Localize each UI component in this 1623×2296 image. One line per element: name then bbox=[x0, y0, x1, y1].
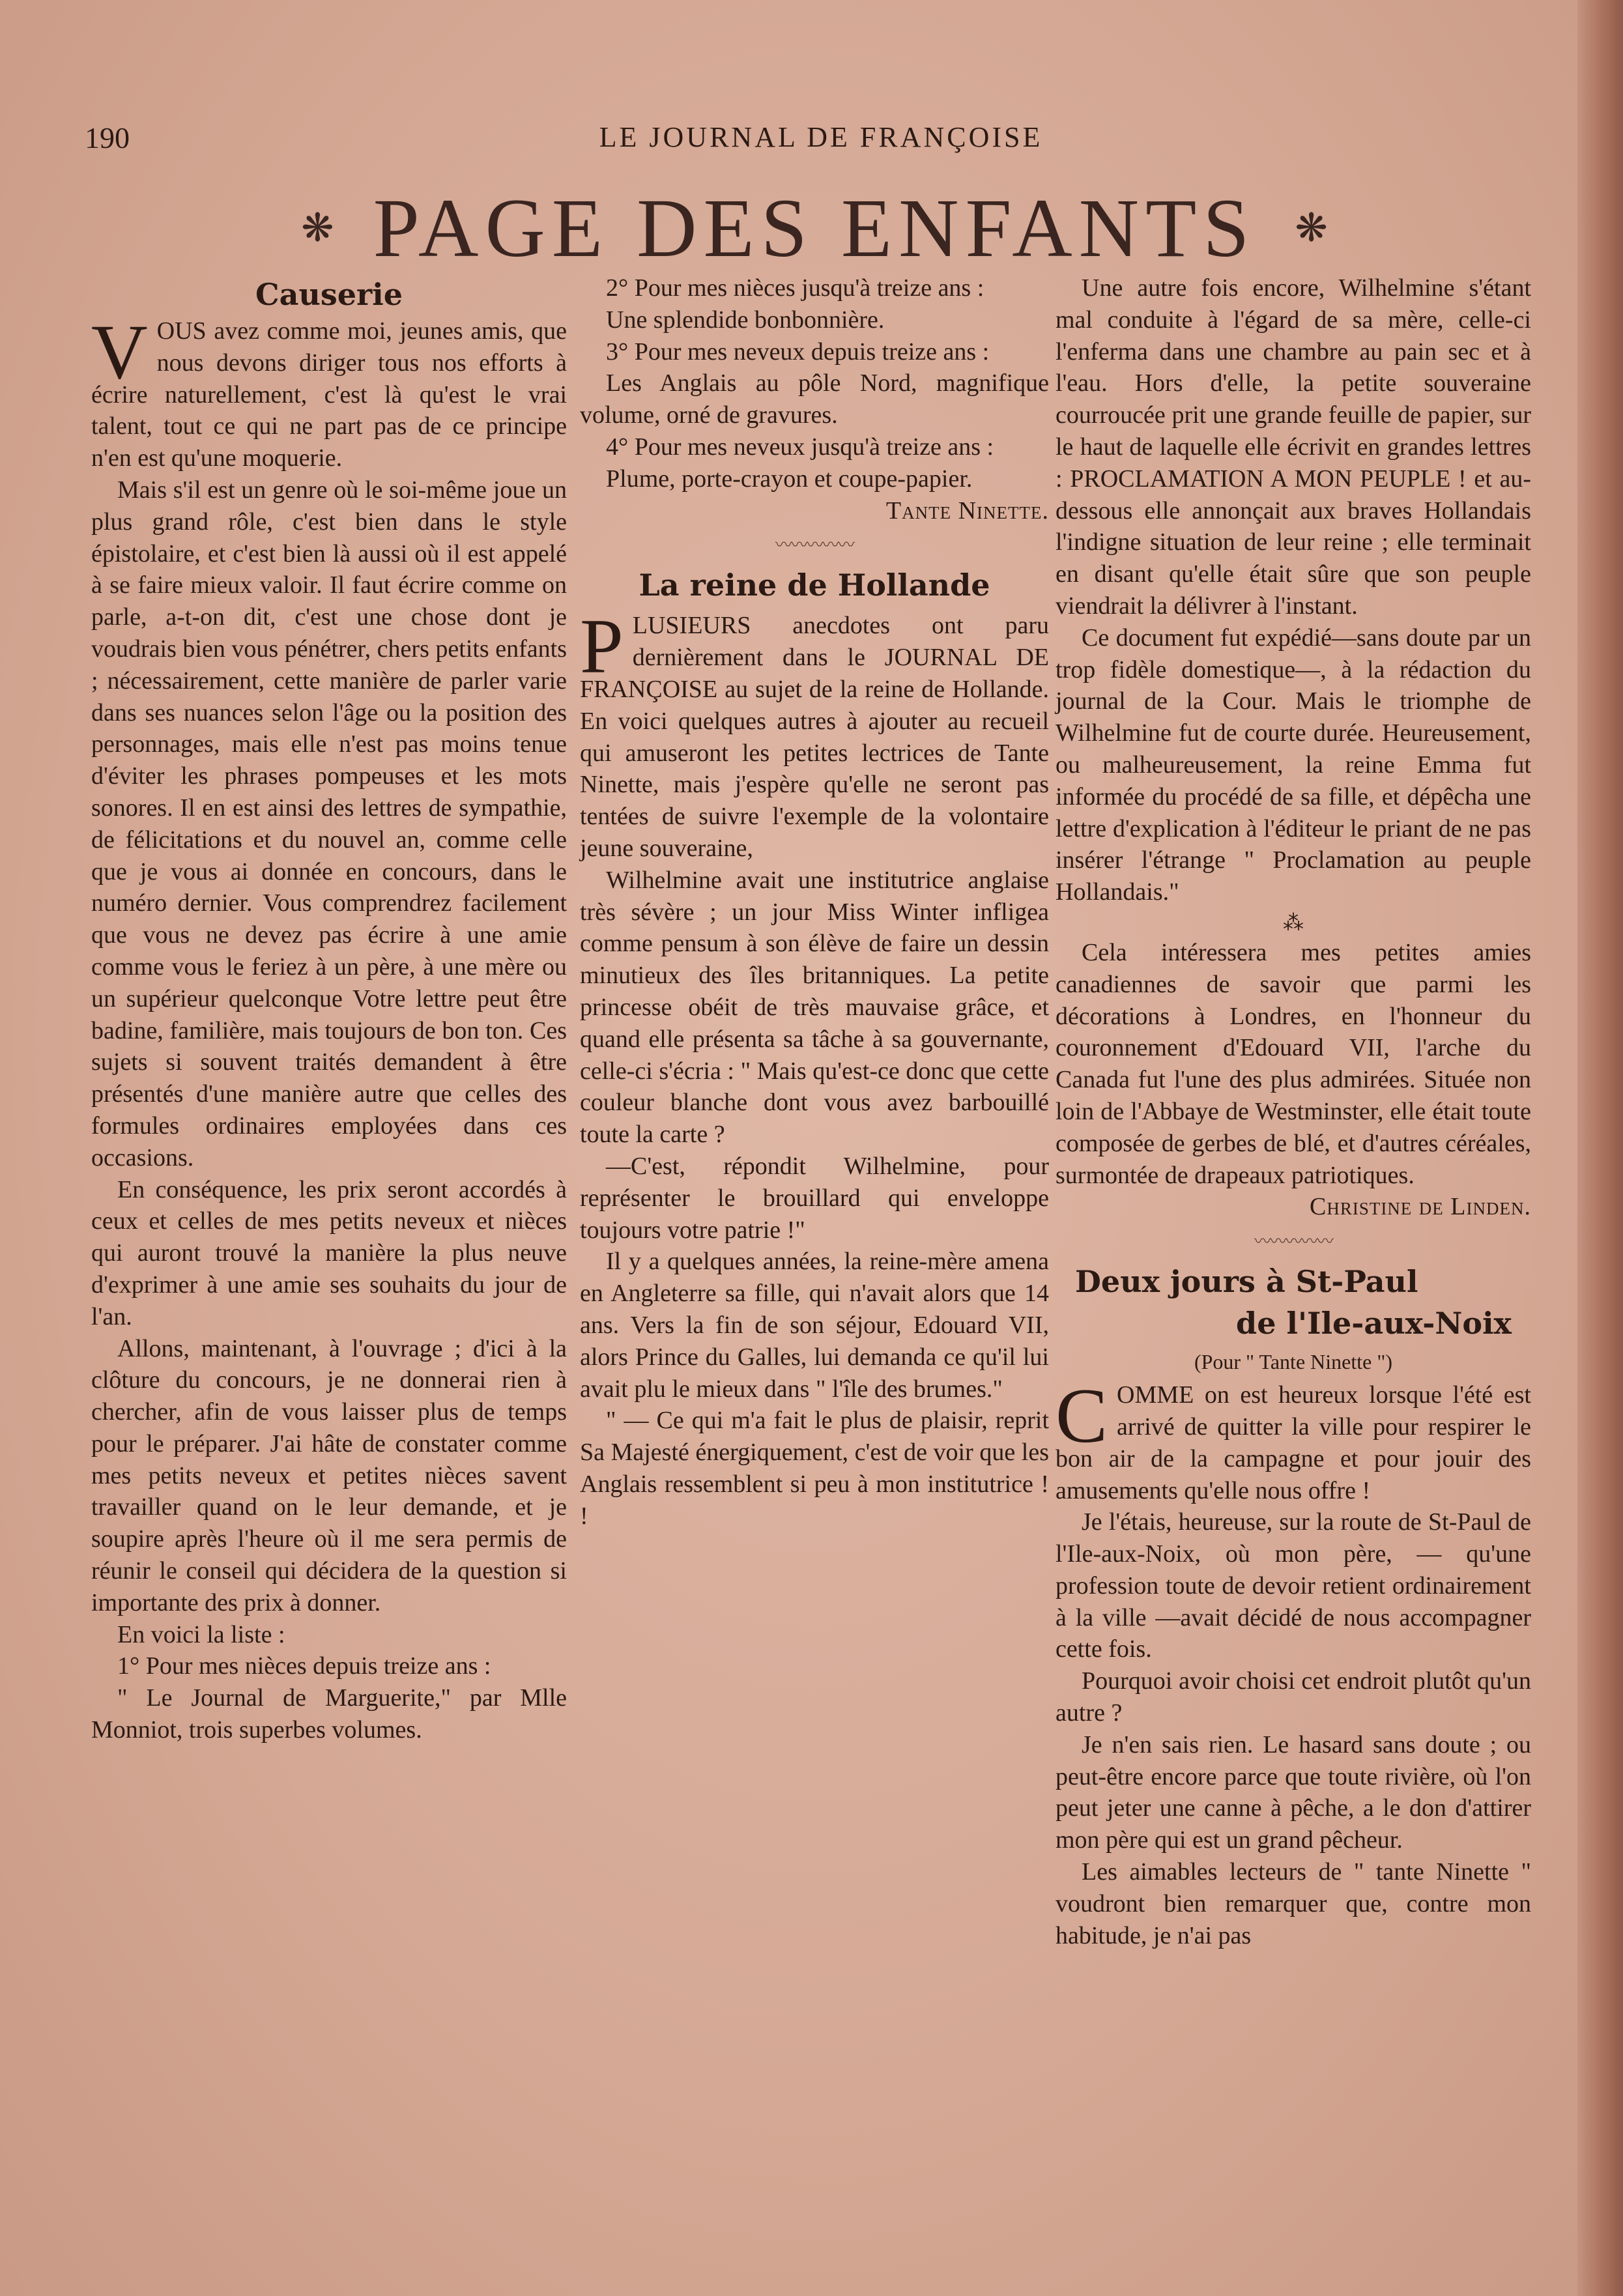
causerie-dropcap: V bbox=[91, 308, 148, 395]
reine-p5: " — Ce qui m'a fait le plus de plaisir, reprit Sa Majesté énergiquement, c'est de voir que les Anglais ressemblent si peu à mon institutrice ! ! bbox=[580, 1407, 1049, 1530]
causerie-p11: Les Anglais au pôle Nord, magnifique volume, orné de gravures. bbox=[580, 369, 1049, 429]
separator-wave-2: 〰〰〰〰〰 bbox=[1254, 1232, 1332, 1252]
page-number: 190 bbox=[85, 121, 130, 154]
column-2 bbox=[580, 272, 1049, 1532]
causerie-p2: Mais s'il est un genre où le soi-même joue un plus grand rôle, c'est bien dans le style épistolaire, et c'est bien là aussi où il est appelé à se faire mieux valoir. Il faut écrire comme on parle, a-t-on dit, c'est une chose dont je voudrais bien vous pénétrer, chers petits enfants ; nécessairement, cette manière de parler varie dans ses nuances selon l'âge ou la position des personnages, mais elle n'est pas moins tenue d'éviter les phrases pompeuses et les mots sonores. Il en est ainsi des lettres de sympathie, de félicitations et du nouvel an, comme celle que je vous ai donnée en concours, dans le numéro dernier. Vous comprendrez facilement que vous ne devez pas écrire à une amie comme vous le feriez à un père, à une mère ou un supérieur quelconque Votre lettre peut être badine, familière, mais toujours de bon ton. Ces sujets si souvent traités demandent à être présentés d'une manière autre que celles des formules ordinaires employées dans ces occasions. bbox=[91, 476, 567, 1171]
reine-signature: Christine de Linden. bbox=[1309, 1193, 1531, 1221]
causerie-p5: En voici la liste : bbox=[117, 1620, 285, 1648]
page-header bbox=[85, 121, 1557, 166]
stpaul-p5: Les aimables lecteurs de " tante Ninette " voudront bien remarquer que, contre mon habitude, je n'ai pas bbox=[1056, 1858, 1531, 1949]
stpaul-subtitle: (Pour " Tante Ninette ") bbox=[1194, 1350, 1393, 1374]
reine-p3: —C'est, répondit Wilhelmine, pour représenter le brouillard qui enveloppe toujours votre patrie !" bbox=[580, 1152, 1049, 1244]
stpaul-heading-line1: Deux jours à St-Paul bbox=[1075, 1264, 1418, 1300]
stpaul-p2: Je l'étais, heureuse, sur la route de St-Paul de l'Ile-aux-Noix, où mon père, — qu'une profession toute de devoir retient ordinairement à la ville —avait décidé de nous accompagner cette fois. bbox=[1056, 1508, 1531, 1663]
causerie-p13: Plume, porte-crayon et coupe-papier. bbox=[606, 465, 973, 493]
page-binding-edge bbox=[1577, 0, 1623, 2296]
reine-dropcap: P bbox=[580, 603, 624, 690]
stpaul-p3: Pourquoi avoir choisi cet endroit plutôt qu'un autre ? bbox=[1056, 1667, 1531, 1727]
reine-heading: La reine de Hollande bbox=[639, 567, 990, 603]
causerie-p4: Allons, maintenant, à l'ouvrage ; d'ici à la clôture du concours, je ne donnerai rien à chercher, afin de vous laisser plus de temps pour le préparer. J'ai hâte de constater comme mes petits neveux et petites nièces savent travailler quand on le leur demande, et je soupire après l'heure où il me sera permis de réunir le conseil qui décidera de la question si importante des prix à donner. bbox=[91, 1334, 567, 1616]
reine-p2: Wilhelmine avait une institutrice anglaise très sévère ; un jour Miss Winter infligea comme pensum à son élève de faire un dessin minutieux des îles britanniques. La petite princesse obéit de très mauvaise grâce, et quand elle présenta sa tâche à sa gouvernante, celle-ci s'écria : " Mais qu'est-ce donc que cette couleur blanche dont vous avez barbouillé toute la carte ? bbox=[580, 866, 1049, 1149]
ornament-right-icon: ❋ bbox=[1295, 205, 1328, 251]
causerie-p6: 1° Pour mes nièces depuis treize ans : bbox=[117, 1652, 491, 1680]
causerie-p12: 4° Pour mes neveux jusqu'à treize ans : bbox=[606, 433, 994, 461]
causerie-p1: OUS avez comme moi, jeunes amis, que nous devons diriger tous nos efforts à écrire naturellement, c'est là qu'est le vrai talent, tout ce qui ne part pas de ce principe n'en est qu'une moquerie. bbox=[91, 317, 567, 472]
reine-p1: LUSIEURS anecdotes ont paru dernièrement dans le JOURNAL DE FRANÇOISE au sujet de la reine de Hollande. En voici quelques autres à ajouter au recueil qui amuseront les petites lectrices de Tante Ninette, mais j'espère qu'elle ne seront pas tentées de suivre l'exemple de la volontaire jeune souveraine, bbox=[580, 612, 1049, 862]
ornament-left-icon: ❋ bbox=[301, 205, 334, 251]
stpaul-p1: OMME on est heureux lorsque l'été est arrivé de quitter la ville pour respirer le bon air de la campagne et pour jouir des amusements qu'elle nous offre ! bbox=[1056, 1381, 1531, 1504]
causerie-p9: Une splendide bonbonnière. bbox=[606, 306, 885, 334]
asterism-icon: ⁂ bbox=[1283, 910, 1304, 934]
reine-p8: Cela intéressera mes petites amies canadiennes de savoir que parmi les décorations à Londres, en l'honneur du couronnement d'Edouard VII, l'arche du Canada fut l'une des plus admirées. Située non loin de l'Abbaye de Westminster, elle était toute composée de gerbes de blé, et d'autres céréales, surmontée de drapeaux patriotiques. bbox=[1056, 938, 1531, 1189]
column-1 bbox=[91, 274, 567, 1746]
causerie-signature: Tante Ninette. bbox=[885, 496, 1049, 524]
causerie-paragraph bbox=[91, 308, 567, 474]
stpaul-heading-line2: de l'Ile-aux-Noix bbox=[1236, 1306, 1512, 1342]
section-title-text: PAGE DES ENFANTS bbox=[373, 181, 1256, 274]
reine-paragraph bbox=[580, 603, 1049, 864]
causerie-p7: " Le Journal de Marguerite," par Mlle Monniot, trois superbes volumes. bbox=[91, 1684, 567, 1744]
causerie-heading: Causerie bbox=[255, 277, 403, 312]
causerie-p8: 2° Pour mes nièces jusqu'à treize ans : bbox=[606, 274, 984, 302]
journal-title: LE JOURNAL DE FRANÇOISE bbox=[599, 121, 1043, 153]
stpaul-p4: Je n'en sais rien. Le hasard sans doute ; ou peut-être encore parce que toute rivière, où l'on peut jeter une canne à pêche, a le don d'attirer mon père qui est un grand pêcheur. bbox=[1056, 1730, 1531, 1854]
section-title bbox=[195, 176, 1433, 280]
separator-wave: 〰〰〰〰〰 bbox=[775, 536, 854, 555]
stpaul-dropcap: C bbox=[1056, 1372, 1108, 1459]
causerie-p3: En conséquence, les prix seront accordés à ceux et celles de mes petits neveux et nièces qui auront trouvé la manière la plus neuve d'exprimer à une amie ses souhaits du jour de l'an. bbox=[91, 1175, 567, 1330]
causerie-p10: 3° Pour mes neveux depuis treize ans : bbox=[606, 337, 990, 366]
reine-p6: Une autre fois encore, Wilhelmine s'étant mal conduite à l'égard de sa mère, celle-ci l'enferma dans une chambre au pain sec et à l'eau. Hors d'elle, la petite souveraine courroucée prit une grande feuille de papier, sur le haut de laquelle elle écrivit en grandes lettres : PROCLAMATION A MON PEUPLE ! et au-dessous elle annonçait aux braves Hollandais l'indigne situation de leur reine ; elle terminait en disant qu'elle était sûre que son peuple viendrait la délivrer à l'instant. bbox=[1056, 274, 1531, 620]
stpaul-paragraph bbox=[1056, 1372, 1531, 1506]
reine-p7: Ce document fut expédié—sans doute par un trop fidèle domestique—, à la rédaction du journal de la Cour. Mais le triomphe de Wilhelmine fut de courte durée. Heureusement, ou malheureusement, la reine Emma fut informée du procédé de sa fille, et dépêcha une lettre d'explication à l'éditeur le priant de ne pas insérer l'étrange " Proclamation au peuple Hollandais." bbox=[1056, 624, 1531, 906]
reine-p4: Il y a quelques années, la reine-mère amena en Angleterre sa fille, qui n'avait alors que 14 ans. Vers la fin de son séjour, Edouard VII, alors Prince du Galles, lui demanda ce qu'il lui avait plu le mieux dans " l'île des brumes." bbox=[580, 1248, 1049, 1403]
column-3 bbox=[1056, 272, 1531, 1951]
